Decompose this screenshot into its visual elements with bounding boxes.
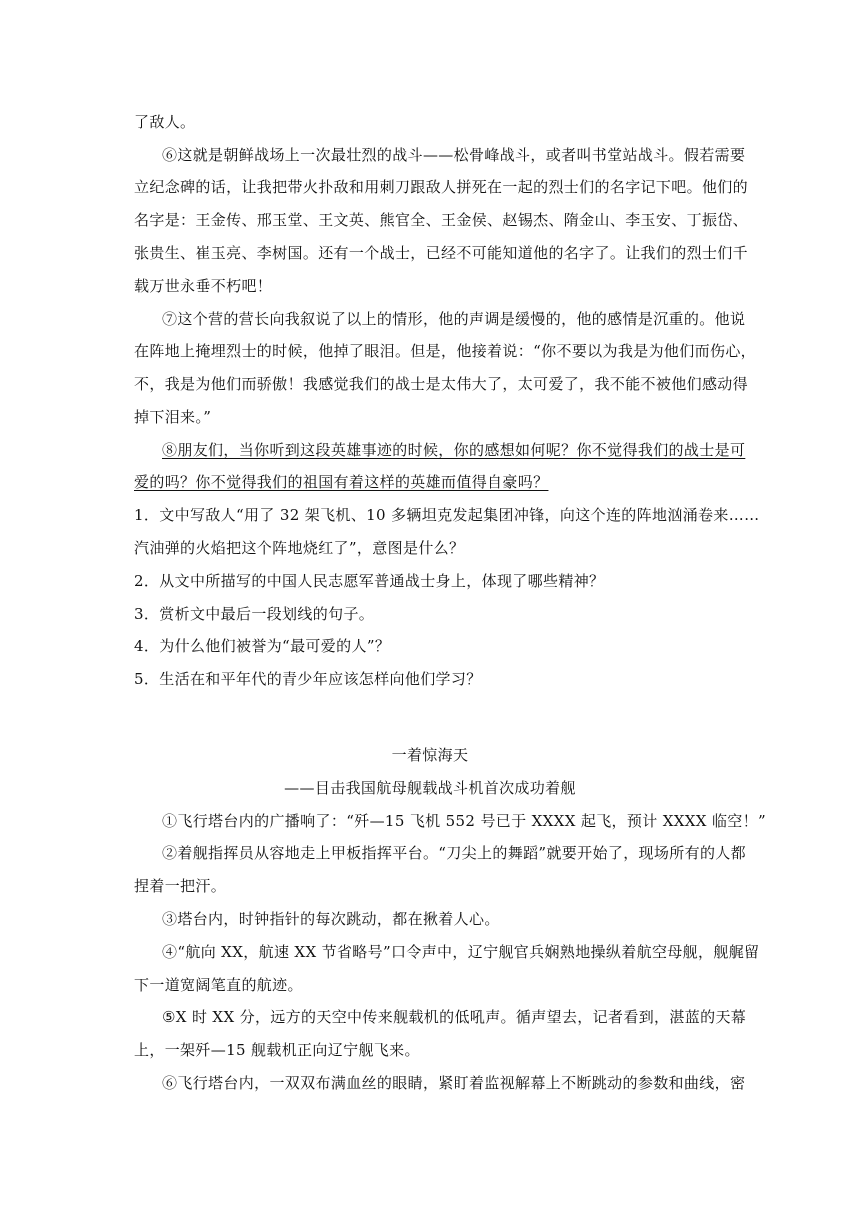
paragraph-6-line-5: 载万世永垂不朽吧！	[134, 277, 273, 295]
lower-paragraph-6-line-1: ⑥飞行塔台内，一双双布满血丝的眼睛，紧盯着监视解幕上不断跳动的参数和曲线，密	[162, 1074, 746, 1092]
paragraph-6-line-3: 名字是：王金传、邢玉堂、王文英、熊官全、王金侯、赵锡杰、隋金山、李玉安、丁振岱、	[134, 211, 749, 229]
underlined-paragraph-8-line-2: 爱的吗？你不觉得我们的祖国有着这样的英雄而值得自豪吗？	[134, 473, 549, 491]
paragraph-7-line-2: 在阵地上掩埋烈士的时候，他掉了眼泪。但是，他接着说：“你不要以为我是为他们而伤心，	[134, 342, 757, 360]
upper-passage-line: 了敌人。	[134, 113, 196, 131]
lower-paragraph-4-line-1: ④“航向 XX，航速 XX 节省略号”口令声中，辽宁舰官兵娴熟地操纵着航空母舰，舰艉留	[162, 943, 760, 961]
paragraph-6-line-2: 立纪念碑的话，让我把带火扑敌和用刺刀跟敌人拼死在一起的烈士们的名字记下吧。他们的	[134, 178, 749, 196]
paragraph-6-line-1: ⑥这就是朝鲜战场上一次最壮烈的战斗——松骨峰战斗，或者叫书堂站战斗。假若需要	[162, 146, 746, 164]
question-4: 4．为什么他们被誉为“最可爱的人”？	[134, 637, 391, 655]
lower-paragraph-1: ①飞行塔台内的广播响了：“歼—15 飞机 552 号已于 XXXX 起飞，预计 XXXX 临空！”	[162, 812, 767, 830]
article-title: 一着惊海天	[391, 746, 469, 764]
question-3: 3．赏析文中最后一段划线的句子。	[134, 605, 375, 623]
lower-paragraph-3: ③塔台内，时钟指针的每次跳动，都在揪着人心。	[162, 910, 500, 928]
lower-paragraph-5-line-1: ⑤X 时 XX 分，远方的天空中传来舰载机的低吼声。循声望去，记者看到，湛蓝的天幕	[162, 1008, 747, 1026]
lower-paragraph-2-line-1: ②着舰指挥员从容地走上甲板指挥平台。“刀尖上的舞蹈”就要开始了，现场所有的人都	[162, 844, 746, 862]
paragraph-7-line-4: 掉下泪来。”	[134, 408, 212, 426]
lower-paragraph-5-line-2: 上，一架歼—15 舰载机正向辽宁舰飞来。	[134, 1041, 420, 1059]
question-1-line-2: 汽油弹的火焰把这个阵地烧红了”，意图是什么？	[134, 539, 465, 557]
underlined-paragraph-8-line-1: ⑧朋友们，当你听到这段英雄事迹的时候，你的感想如何呢？你不觉得我们的战士是可	[162, 441, 746, 459]
question-5: 5．生活在和平年代的青少年应该怎样向他们学习？	[134, 670, 482, 688]
question-2: 2．从文中所描写的中国人民志愿军普通战士身上，体现了哪些精神？	[134, 572, 605, 590]
paragraph-7-line-1: ⑦这个营的营长向我叙说了以上的情形，他的声调是缓慢的，他的感情是沉重的。他说	[162, 310, 746, 328]
paragraph-7-line-3: 不，我是为他们而骄傲！我感觉我们的战士是太伟大了，太可爱了，我不能不被他们感动得	[134, 375, 749, 393]
lower-paragraph-2-line-2: 捏着一把汗。	[134, 877, 227, 895]
question-1-line-1: 1．文中写敌人“用了 32 架飞机、10 多辆坦克发起集团冲锋，向这个连的阵地汹涌卷来……	[134, 506, 760, 524]
article-subtitle: ——目击我国航母舰载战斗机首次成功着舰	[284, 779, 576, 797]
lower-paragraph-4-line-2: 下一道宽阔笔直的航迹。	[134, 976, 303, 994]
paragraph-6-line-4: 张贵生、崔玉亮、李树国。还有一个战士，已经不可能知道他的名字了。让我们的烈士们千	[134, 244, 749, 262]
